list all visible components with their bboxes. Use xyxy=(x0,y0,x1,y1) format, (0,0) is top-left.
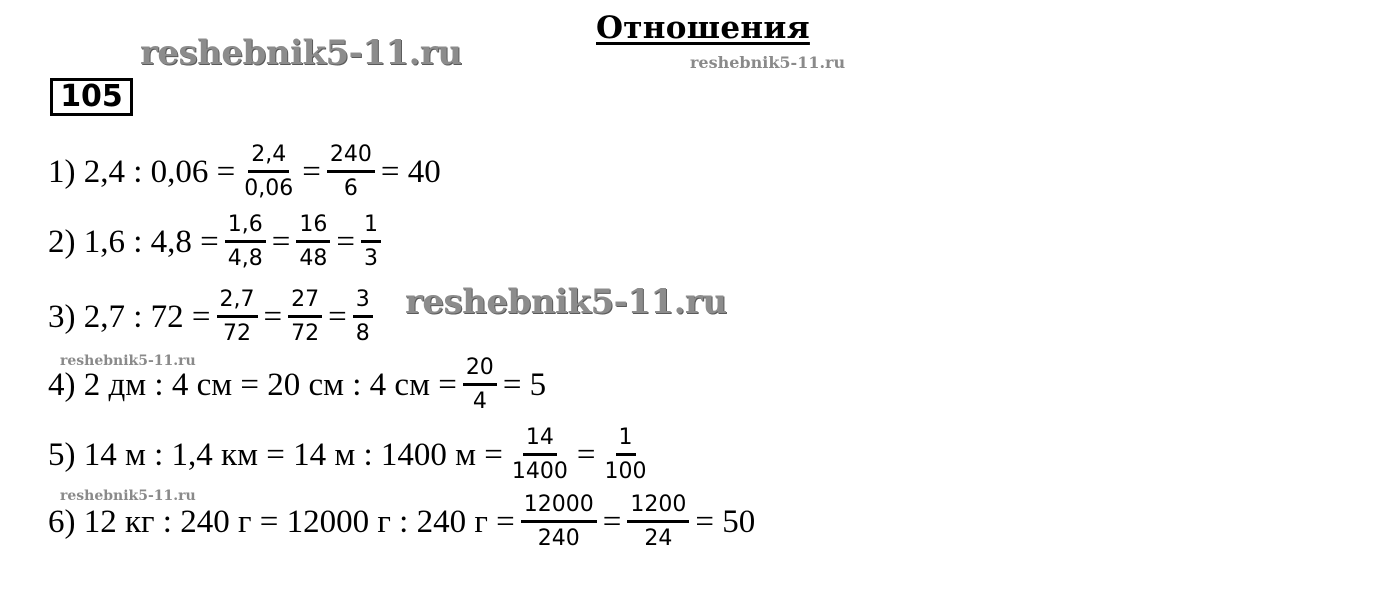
fraction xyxy=(627,492,689,552)
fraction-numerator: 16 xyxy=(296,212,330,243)
fraction-denominator: 8 xyxy=(355,321,370,346)
equation-label: 3) 2,7 : 72 = xyxy=(48,298,211,335)
equation-line-3 xyxy=(48,282,379,352)
equals-sign: = xyxy=(302,153,321,190)
fraction-denominator: 72 xyxy=(223,321,252,346)
fraction-numerator: 1 xyxy=(361,212,381,243)
fraction xyxy=(225,212,266,272)
fraction-denominator: 1400 xyxy=(511,459,568,484)
fraction-numerator: 2,7 xyxy=(217,287,258,318)
fraction-denominator: 0,06 xyxy=(244,176,294,201)
fraction-denominator: 24 xyxy=(644,526,673,551)
watermark-small-bottom: reshebnik5-11.ru xyxy=(60,488,196,504)
task-number-box: 105 xyxy=(50,78,133,116)
equation-label: 4) 2 дм : 4 см = 20 см : 4 см = xyxy=(48,366,457,403)
fraction-denominator: 4 xyxy=(472,389,487,414)
fraction-numerator: 20 xyxy=(463,355,497,386)
fraction-numerator: 1200 xyxy=(627,492,689,523)
equation-line-2 xyxy=(48,207,387,277)
fraction-denominator: 4,8 xyxy=(227,246,263,271)
equals-sign: = xyxy=(602,503,622,540)
fraction xyxy=(288,287,322,347)
fraction-numerator: 3 xyxy=(353,287,373,318)
equals-sign: = xyxy=(263,298,283,335)
fraction xyxy=(296,212,330,272)
fraction xyxy=(327,142,375,202)
fraction xyxy=(463,355,497,415)
fraction xyxy=(509,425,571,485)
fraction-denominator: 48 xyxy=(299,246,328,271)
fraction-numerator: 1,6 xyxy=(225,212,266,243)
equals-sign: = xyxy=(336,223,356,260)
page-title: Отношения xyxy=(596,10,810,46)
fraction xyxy=(361,212,381,272)
fraction xyxy=(353,287,373,347)
fraction-numerator: 12000 xyxy=(521,492,597,523)
fraction-denominator: 240 xyxy=(537,526,580,551)
watermark-small-left: reshebnik5-11.ru xyxy=(60,353,196,369)
equation-result: = 5 xyxy=(502,366,547,403)
fraction-denominator: 100 xyxy=(604,459,647,484)
watermark-small-top: reshebnik5-11.ru xyxy=(690,53,846,72)
equation-line-1 xyxy=(48,137,441,207)
equals-sign: = xyxy=(328,298,347,335)
equation-line-5 xyxy=(48,420,656,490)
equation-result: = 40 xyxy=(380,153,441,190)
fraction xyxy=(241,142,296,202)
fraction xyxy=(217,287,258,347)
equation-label: 5) 14 м : 1,4 км = 14 м : 1400 м = xyxy=(48,436,503,473)
equation-result: = 50 xyxy=(695,503,756,540)
fraction-numerator: 240 xyxy=(327,142,375,173)
fraction-numerator: 27 xyxy=(288,287,322,318)
fraction-denominator: 6 xyxy=(343,176,358,201)
equals-sign: = xyxy=(271,223,291,260)
fraction-numerator: 14 xyxy=(523,425,557,456)
fraction-numerator: 2,4 xyxy=(248,142,289,173)
fraction-denominator: 72 xyxy=(291,321,320,346)
watermark-middle: reshebnik5-11.ru xyxy=(405,282,727,322)
watermark-top: reshebnik5-11.ru xyxy=(140,33,462,73)
fraction-numerator: 1 xyxy=(616,425,636,456)
equals-sign: = xyxy=(576,436,596,473)
fraction xyxy=(521,492,597,552)
equation-label: 6) 12 кг : 240 г = 12000 г : 240 г = xyxy=(48,503,515,540)
equation-label: 2) 1,6 : 4,8 = xyxy=(48,223,219,260)
fraction xyxy=(602,425,650,485)
fraction-denominator: 3 xyxy=(364,246,379,271)
equation-label: 1) 2,4 : 0,06 = xyxy=(48,153,236,190)
